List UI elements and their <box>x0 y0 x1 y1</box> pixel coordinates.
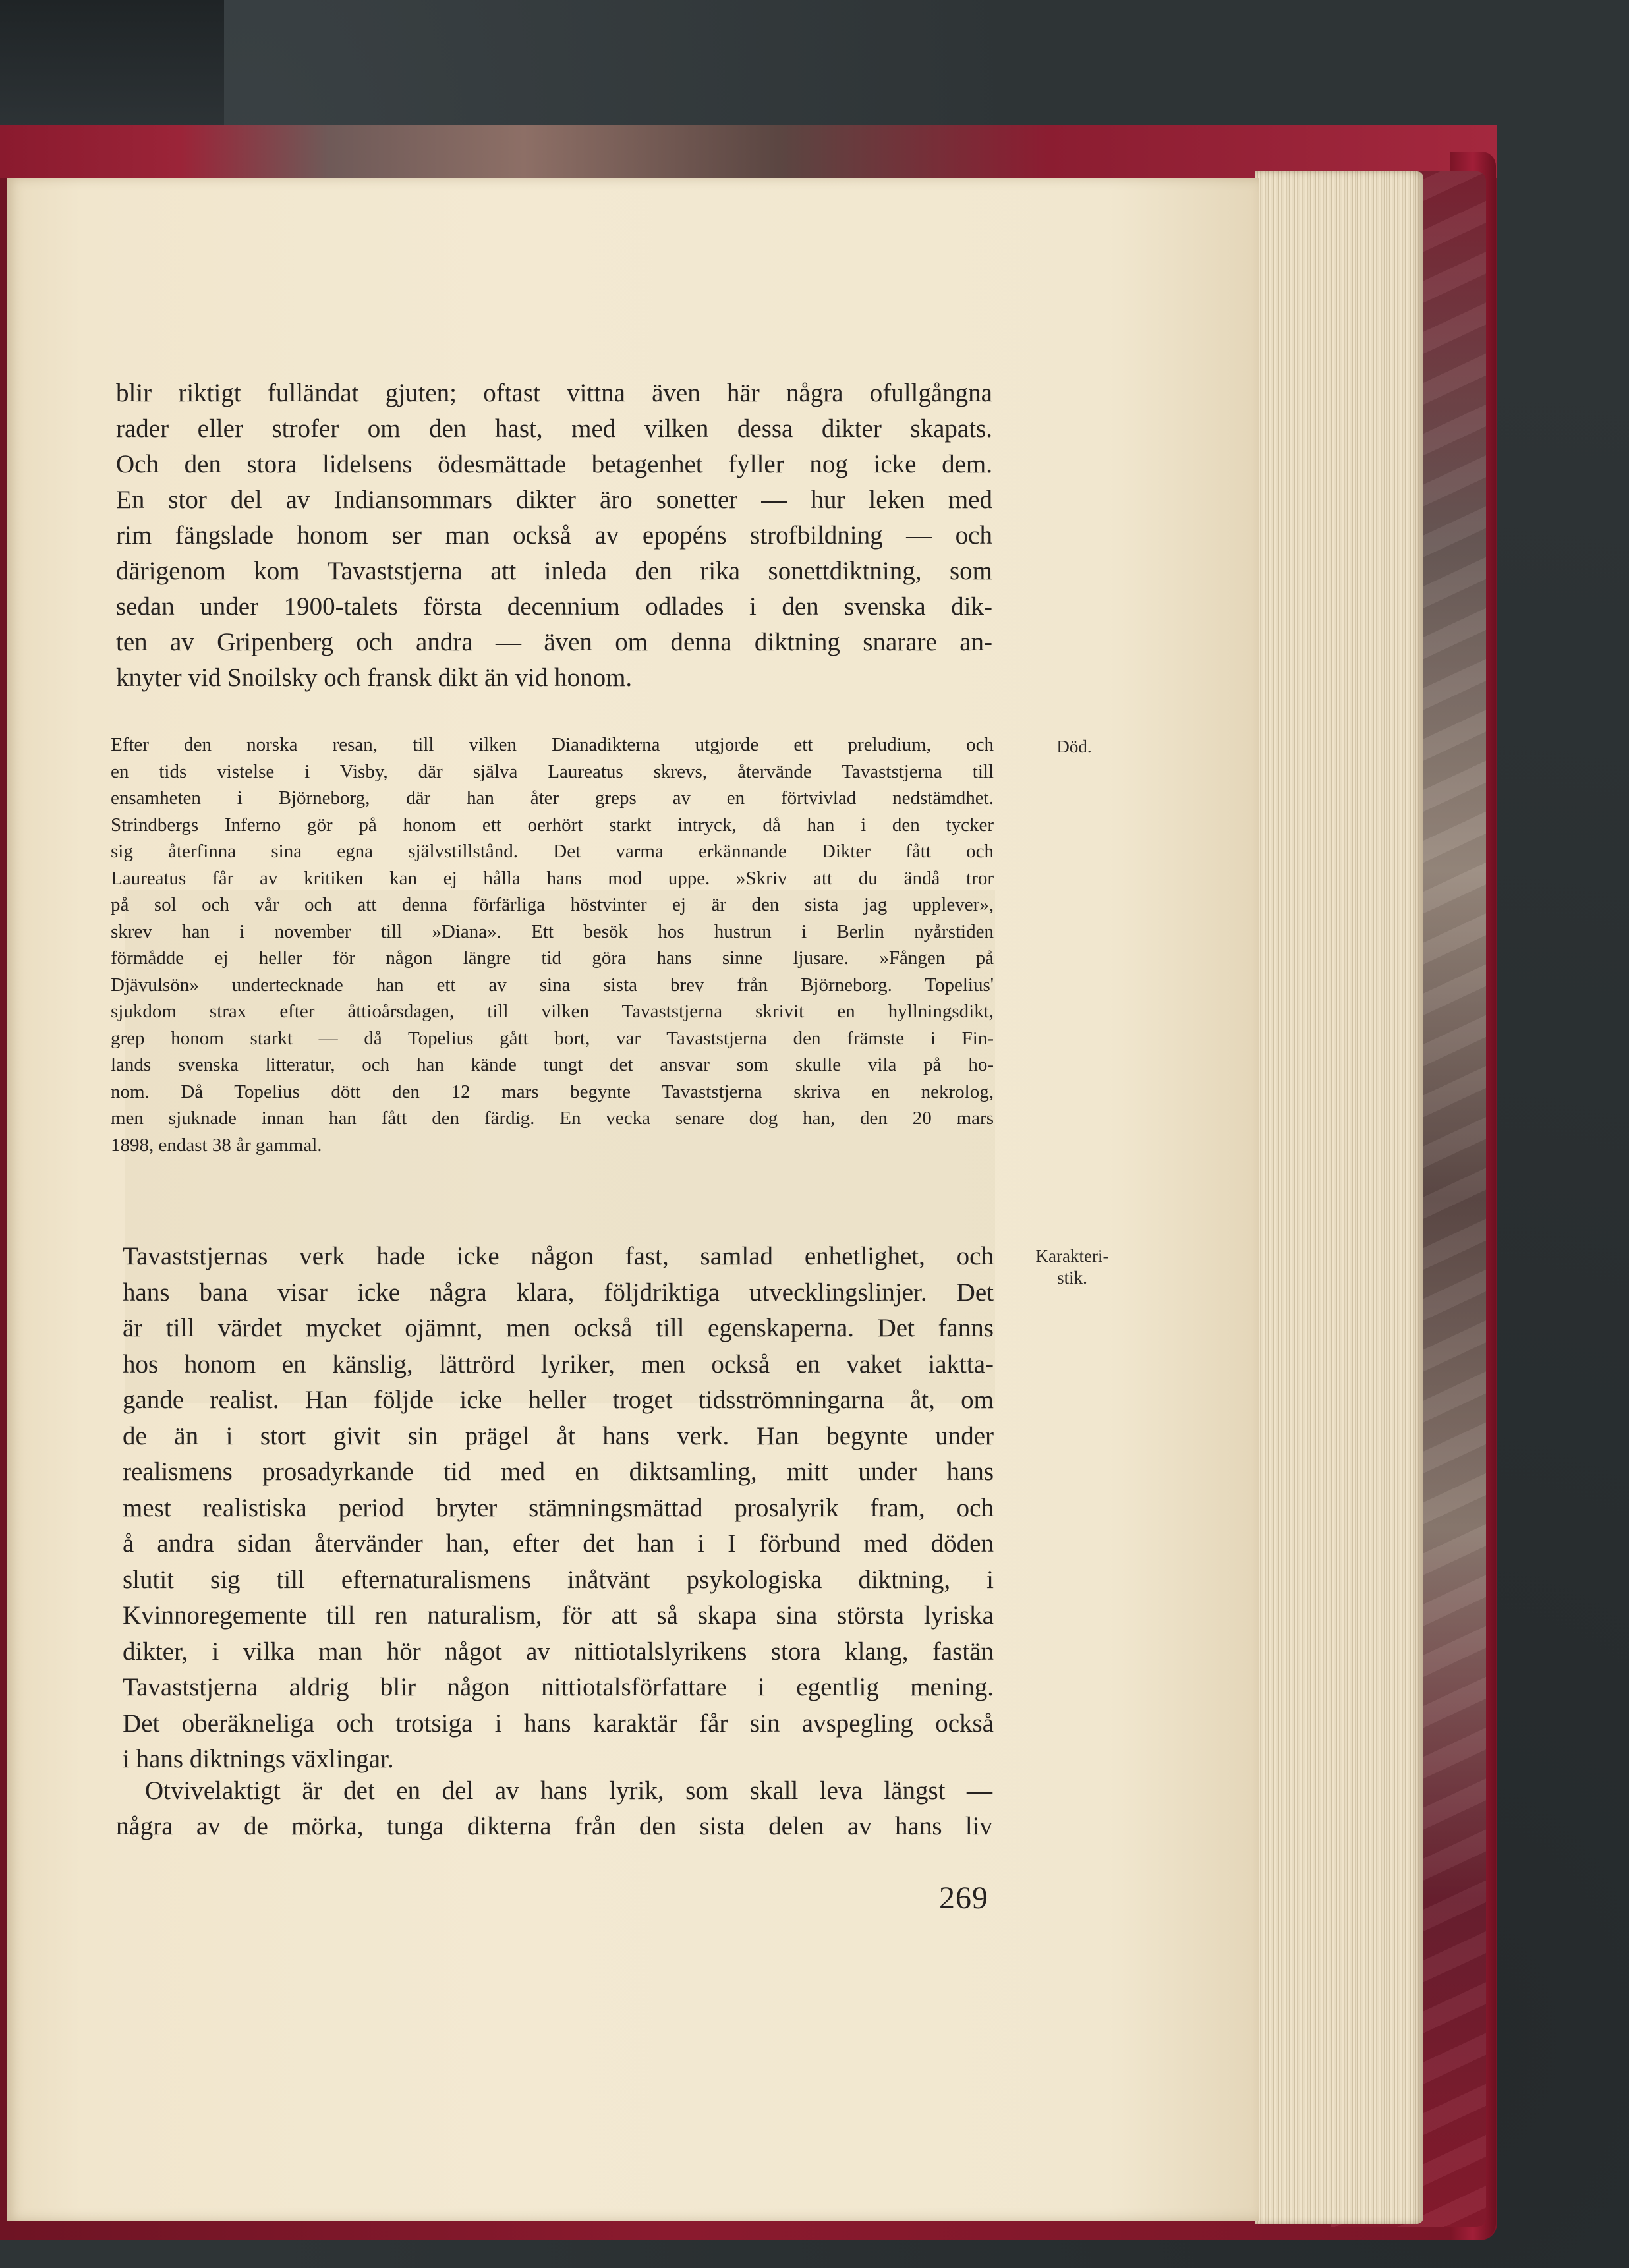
text-line: nom. Då Topelius dött den 12 mars begynte Tavaststjerna skriva en nekrolog, <box>111 1081 994 1102</box>
page-block-edges <box>1255 171 1423 2224</box>
text-line: hos honom en känslig, lättrörd lyriker, men också en vaket iaktta- <box>123 1349 994 1378</box>
text-line: Tavaststjerna aldrig blir någon nittiotalsförfattare i egentlig mening. <box>123 1673 994 1701</box>
text-line: å andra sidan återvänder han, efter det han i I förbund med döden <box>123 1529 994 1558</box>
text-line: Laureatus får av kritiken kan ej hålla hans mod uppe. »Skriv att du ändå tror <box>111 867 994 889</box>
body-paragraph-1 <box>116 376 992 696</box>
text-line: sjukdom strax efter åttioårsdagen, till vilken Tavaststjerna skrivit en hyllningsdikt, <box>111 1001 994 1022</box>
text-line: grep honom starkt — då Topelius gått bort, var Tavaststjerna den främste i Fin- <box>111 1027 994 1049</box>
text-line: sig återfinna sina egna självstillstånd. Det varma erkännande Dikter fått och <box>111 841 994 862</box>
text-line: i hans diktnings växlingar. <box>123 1745 394 1773</box>
small-print-paragraph <box>111 731 994 1158</box>
text-line: en tids vistelse i Visby, där själva Laureatus skrevs, återvände Tavaststjerna till <box>111 760 994 782</box>
text-line: mest realistiska period bryter stämningsmättad prosalyrik fram, och <box>123 1493 994 1522</box>
text-line: skrev han i november till »Diana». Ett besök hos hustrun i Berlin nyårstiden <box>111 921 994 942</box>
text-line: men sjuknade innan han fått den färdig. En vecka senare dog han, den 20 mars <box>111 1108 994 1129</box>
text-line: Otvivelaktigt är det en del av hans lyrik, som skall leva längst — <box>145 1776 992 1805</box>
text-line: hans bana visar icke några klara, följdriktiga utvecklingslinjer. Det <box>123 1278 994 1307</box>
margin-note-death <box>1038 736 1110 758</box>
text-line: de än i stort givit sin prägel åt hans verk. Han begynte under <box>123 1421 994 1450</box>
text-line: gande realist. Han följde icke heller troget tidsströmningarna åt, om <box>123 1386 994 1414</box>
text-line: därigenom kom Tavaststjerna att inleda den rika sonettdiktning, som <box>116 557 992 585</box>
margin-note-text: stik. <box>1057 1268 1087 1288</box>
text-line: Strindbergs Inferno gör på honom ett oerhört starkt intryck, då han i den tycker <box>111 814 994 836</box>
text-line: Det oberäkneliga och trotsiga i hans karaktär får sin avspegling också <box>123 1709 994 1738</box>
text-line: sedan under 1900-talets första decennium odlades i den svenska dik- <box>116 592 992 621</box>
text-line: Kvinnoregemente till ren naturalism, för att så skapa sina största lyriska <box>123 1601 994 1630</box>
text-line: på sol och vår och att denna förfärliga höstvinter ej är den sista jag upplever», <box>111 894 994 915</box>
text-line: ten av Gripenberg och andra — även om denna diktning snarare an- <box>116 628 992 656</box>
text-line: Efter den norska resan, till vilken Dianadikterna utgjorde ett preludium, och <box>111 734 994 755</box>
text-line: lands svenska litteratur, och han kände tungt det ansvar som skulle vila på ho- <box>111 1054 994 1075</box>
body-paragraph-3 <box>116 1773 992 1844</box>
margin-note-characteristics <box>1006 1245 1138 1289</box>
text-line: Djävulsön» undertecknade han ett av sina sista brev från Björneborg. Topelius' <box>111 974 994 996</box>
text-line: Tavaststjernas verk hade icke någon fast, samlad enhetlighet, och <box>123 1242 994 1270</box>
text-line: några av de mörka, tunga dikterna från den sista delen av hans liv <box>116 1812 992 1840</box>
text-line: knyter vid Snoilsky och fransk dikt än vid honom. <box>116 664 633 692</box>
book-cover-top-edge <box>0 125 1497 178</box>
text-line: ensamheten i Björneborg, där han åter greps av en förtvivlad nedstämdhet. <box>111 787 994 808</box>
body-paragraph-2 <box>123 1239 994 1778</box>
text-line: dikter, i vilka man hör något av nittiotalslyrikens stora klang, fastän <box>123 1637 994 1666</box>
text-line: realismens prosadyrkande tid med en diktsamling, mitt under hans <box>123 1458 994 1486</box>
margin-note-text: Död. <box>1056 737 1092 756</box>
margin-note-text: Karakteri- <box>1035 1246 1109 1266</box>
text-line: slutit sig till efternaturalismens inåtvänt psykologiska diktning, i <box>123 1565 994 1594</box>
text-line: rim fängslade honom ser man också av epopéns strofbildning — och <box>116 521 992 550</box>
scan-shadow <box>0 0 224 145</box>
page-number: 269 <box>939 1881 988 1915</box>
text-line: rader eller strofer om den hast, med vilken dessa dikter skapats. <box>116 414 992 443</box>
text-line: blir riktigt fulländat gjuten; oftast vittna även här några ofullgångna <box>116 379 992 407</box>
text-line: är till värdet mycket ojämnt, men också till egenskaperna. Det fanns <box>123 1314 994 1342</box>
text-line: Och den stora lidelsens ödesmättade betagenhet fyller nog icke dem. <box>116 450 992 478</box>
text-line: En stor del av Indiansommars dikter äro sonetter — hur leken med <box>116 486 992 514</box>
text-line: 1898, endast 38 år gammal. <box>111 1134 322 1156</box>
text-line: förmådde ej heller för någon längre tid göra hans sinne ljusare. »Fången på <box>111 948 994 969</box>
